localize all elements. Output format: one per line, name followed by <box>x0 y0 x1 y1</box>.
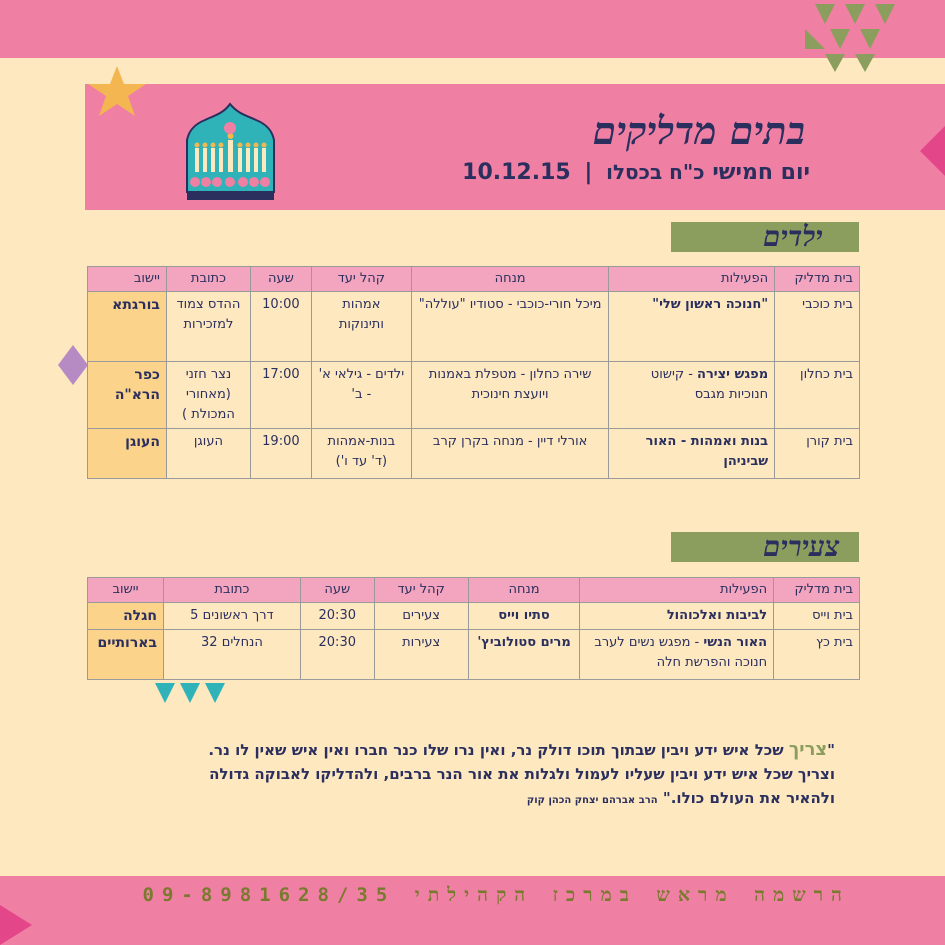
column-header: מנחה <box>468 578 580 603</box>
activity-name: בנות ואמהות - האור שביניהן <box>645 434 769 469</box>
pink-pattern-icon <box>920 126 945 176</box>
quote-line-1-text: שכל איש ידע ויבין שבתוך תוכו דולק נר, ואין נרו שלו כנר חברו ואין איש שאין לו נר. <box>208 741 789 759</box>
section-kids-label: ילדים <box>671 222 859 252</box>
address-cell: נצר חזני (מאחורי המכולת ) <box>166 362 250 429</box>
guide-cell: סתיו וייס <box>468 603 580 630</box>
audience-cell: צעירות <box>374 630 468 680</box>
house-cell: בית כץ <box>774 630 860 680</box>
activity-cell <box>609 429 775 479</box>
address-cell: העוגן <box>166 429 250 479</box>
registration-text: הרשמה מראש במרכז הקהילתי <box>414 884 850 906</box>
guide-cell: אורלי דיין - מנחה בקרן קרב <box>411 429 609 479</box>
settlement-cell: חגלה <box>88 603 164 630</box>
quote-line-3-text: ולהאיר את העולם כולו." <box>662 789 835 807</box>
time-cell: 17:00 <box>250 362 311 429</box>
address-cell: ההדס צמוד למזכירות <box>166 292 250 362</box>
house-cell: בית כחלון <box>775 362 860 429</box>
address-cell: הנחלים 32 <box>164 630 301 680</box>
activity-cell <box>580 603 774 630</box>
quote-open-mark: " <box>827 741 835 759</box>
column-header: הפעילות <box>609 267 775 292</box>
activity-name: האור הנשי <box>703 635 768 650</box>
purple-pattern-icon <box>58 345 88 385</box>
registration-footer <box>110 884 850 907</box>
activity-name: מפגש יצירה <box>697 367 769 382</box>
gregorian-date: 10.12.15 <box>462 160 571 185</box>
activity-detail: - קישוט חנוכיות מגבס <box>650 367 769 402</box>
table-row <box>88 429 860 479</box>
time-cell: 19:00 <box>250 429 311 479</box>
table-row <box>88 292 860 362</box>
activity-cell <box>609 292 775 362</box>
quote-highlight: צריך <box>788 739 828 760</box>
quote-line-2: וצריך שכל איש ידע ויבין שעליו לעמול ולגלות את אור הנר ברבים, ולהדליקו לאבוקה גדולה <box>209 765 835 783</box>
settlement-cell: בורגתא <box>88 292 167 362</box>
quote-line-1 <box>95 738 835 762</box>
page-title: בתים מדליקים <box>592 108 805 153</box>
phone-number: 09-8981628/35 <box>142 884 396 906</box>
table-header-row <box>88 578 860 603</box>
quote-line-3 <box>95 786 835 813</box>
hebrew-date: כ"ח בכסלו <box>606 160 705 184</box>
guide-cell: מיכל חורי-כוכבי - סטודיו "עוללה" <box>411 292 609 362</box>
column-header: יישוב <box>88 267 167 292</box>
date-separator: | <box>584 160 593 185</box>
audience-cell: צעירים <box>374 603 468 630</box>
column-header: מנחה <box>411 267 609 292</box>
column-header: בית מדליק <box>775 267 860 292</box>
quote-block <box>95 738 835 813</box>
corner-pattern-icon <box>0 905 32 945</box>
event-day: יום חמישי <box>712 160 810 185</box>
audience-cell: בנות-אמהות (ד' עד ו') <box>311 429 411 479</box>
column-header: יישוב <box>88 578 164 603</box>
column-header: שעה <box>250 267 311 292</box>
column-header: בית מדליק <box>774 578 860 603</box>
activity-detail: - מפגש נשים לערב חנוכה והפרשת חלה <box>594 635 768 670</box>
address-cell: דרך ראשונים 5 <box>164 603 301 630</box>
event-date-line <box>462 160 810 185</box>
column-header: הפעילות <box>580 578 774 603</box>
settlement-cell: העוגן <box>88 429 167 479</box>
audience-cell: אמהות ותינוקות <box>311 292 411 362</box>
activity-name: לביבות ואלכוהול <box>666 608 768 623</box>
column-header: קהל יעד <box>311 267 411 292</box>
quote-author: הרב אברהם יצחק הכהן קוק <box>526 795 658 806</box>
table-row <box>88 630 860 680</box>
time-cell: 10:00 <box>250 292 311 362</box>
top-band <box>0 0 945 58</box>
teal-pattern-icon <box>155 683 235 713</box>
house-cell: בית וייס <box>774 603 860 630</box>
menorah-icon <box>183 100 278 202</box>
audience-cell: ילדים - גילאי א' - ב' <box>311 362 411 429</box>
guide-cell: שירה כחלון - מטפלת באמנות ויועצת חינוכית <box>411 362 609 429</box>
table-row <box>88 603 860 630</box>
settlement-cell: כפר הרא"ה <box>88 362 167 429</box>
kids-schedule-table <box>87 266 860 479</box>
table-header-row <box>88 267 860 292</box>
column-header: כתובת <box>166 267 250 292</box>
star-pattern-icon <box>88 66 146 124</box>
youth-schedule-table <box>87 577 860 680</box>
activity-name: "חנוכה ראשון שלי" <box>652 297 769 312</box>
settlement-cell: בארותיים <box>88 630 164 680</box>
pattern-decoration-icon <box>805 4 897 74</box>
activity-cell <box>580 630 774 680</box>
column-header: שעה <box>300 578 374 603</box>
time-cell: 20:30 <box>300 603 374 630</box>
house-cell: בית כוכבי <box>775 292 860 362</box>
guide-cell: מרים סטולוביץ' <box>468 630 580 680</box>
section-youth-label: צעירים <box>671 532 859 562</box>
column-header: כתובת <box>164 578 301 603</box>
activity-cell <box>609 362 775 429</box>
table-row <box>88 362 860 429</box>
house-cell: בית קורן <box>775 429 860 479</box>
time-cell: 20:30 <box>300 630 374 680</box>
column-header: קהל יעד <box>374 578 468 603</box>
